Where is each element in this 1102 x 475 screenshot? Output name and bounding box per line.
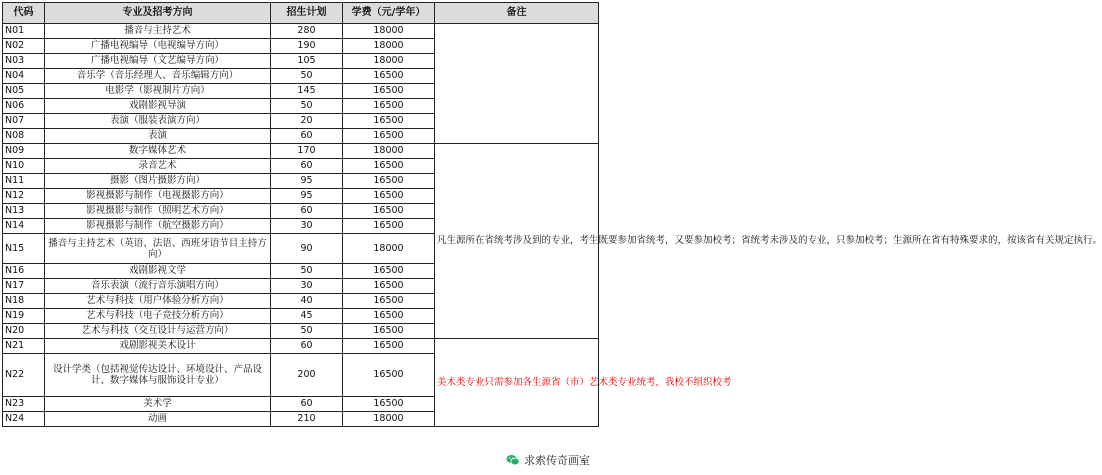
cell-fee: 16500 bbox=[343, 129, 435, 144]
cell-plan: 50 bbox=[271, 99, 343, 114]
cell-major: 音乐表演（流行音乐演唱方向） bbox=[45, 279, 271, 294]
table-row bbox=[3, 24, 599, 39]
cell-major: 音乐学（音乐经理人、音乐编辑方向） bbox=[45, 69, 271, 84]
cell-plan: 30 bbox=[271, 279, 343, 294]
cell-fee: 16500 bbox=[343, 309, 435, 324]
cell-code: N11 bbox=[3, 174, 45, 189]
cell-major: 电影学（影视制片方向） bbox=[45, 84, 271, 99]
cell-code: N20 bbox=[3, 324, 45, 339]
header-code: 代码 bbox=[3, 3, 45, 24]
cell-major: 戏剧影视文学 bbox=[45, 264, 271, 279]
watermark-text: 求索传奇画室 bbox=[524, 454, 590, 467]
cell-code: N21 bbox=[3, 339, 45, 354]
cell-note-empty-top bbox=[435, 24, 599, 144]
cell-plan: 20 bbox=[271, 114, 343, 129]
cell-major: 播音与主持艺术 bbox=[45, 24, 271, 39]
table-body bbox=[3, 24, 1102, 427]
cell-code: N19 bbox=[3, 309, 45, 324]
cell-code: N13 bbox=[3, 204, 45, 219]
cell-major: 美术学 bbox=[45, 397, 271, 412]
cell-major: 艺术与科技（用户体验分析方向） bbox=[45, 294, 271, 309]
cell-plan: 45 bbox=[271, 309, 343, 324]
cell-plan: 210 bbox=[271, 412, 343, 427]
cell-plan: 145 bbox=[271, 84, 343, 99]
cell-major: 广播电视编导（电视编导方向） bbox=[45, 39, 271, 54]
cell-plan: 60 bbox=[271, 159, 343, 174]
cell-fee: 18000 bbox=[343, 24, 435, 39]
cell-plan: 170 bbox=[271, 144, 343, 159]
cell-code: N15 bbox=[3, 234, 45, 264]
cell-fee: 16500 bbox=[343, 114, 435, 129]
cell-fee: 16500 bbox=[343, 294, 435, 309]
cell-code: N01 bbox=[3, 24, 45, 39]
cell-plan: 95 bbox=[271, 174, 343, 189]
header-plan: 招生计划 bbox=[271, 3, 343, 24]
cell-note-red: 美术类专业只需参加各生源省（市）艺术类专业统考，我校不组织校考 bbox=[435, 339, 599, 427]
cell-fee: 16500 bbox=[343, 219, 435, 234]
cell-fee: 16500 bbox=[343, 159, 435, 174]
cell-fee: 16500 bbox=[343, 204, 435, 219]
header-fee: 学费（元/学年） bbox=[343, 3, 435, 24]
cell-major: 播音与主持艺术（英语、法语、西班牙语节目主持方向） bbox=[45, 234, 271, 264]
cell-fee: 18000 bbox=[343, 39, 435, 54]
table-row bbox=[3, 339, 599, 354]
cell-plan: 30 bbox=[271, 219, 343, 234]
cell-major: 影视摄影与制作（电视摄影方向） bbox=[45, 189, 271, 204]
cell-fee: 16500 bbox=[343, 174, 435, 189]
header-note: 备注 bbox=[435, 3, 599, 24]
cell-plan: 60 bbox=[271, 397, 343, 412]
cell-code: N24 bbox=[3, 412, 45, 427]
cell-code: N06 bbox=[3, 99, 45, 114]
cell-plan: 60 bbox=[271, 339, 343, 354]
cell-code: N10 bbox=[3, 159, 45, 174]
cell-code: N17 bbox=[3, 279, 45, 294]
cell-major: 影视摄影与制作（航空摄影方向） bbox=[45, 219, 271, 234]
cell-fee: 16500 bbox=[343, 84, 435, 99]
cell-major: 摄影（图片摄影方向） bbox=[45, 174, 271, 189]
cell-major: 录音艺术 bbox=[45, 159, 271, 174]
cell-fee: 18000 bbox=[343, 412, 435, 427]
cell-code: N05 bbox=[3, 84, 45, 99]
cell-major: 动画 bbox=[45, 412, 271, 427]
cell-code: N02 bbox=[3, 39, 45, 54]
cell-major: 戏剧影视导演 bbox=[45, 99, 271, 114]
watermark bbox=[502, 451, 594, 469]
cell-major: 表演 bbox=[45, 129, 271, 144]
cell-major: 数字媒体艺术 bbox=[45, 144, 271, 159]
cell-major: 广播电视编导（文艺编导方向） bbox=[45, 54, 271, 69]
admissions-table bbox=[2, 2, 1102, 427]
table-header-row bbox=[3, 3, 599, 24]
cell-note-main: 凡生源所在省统考涉及到的专业，考生既要参加省统考，又要参加校考；省统考未涉及的专业，只参加校考；生源所在省有特殊要求的，按该省有关规定执行。 bbox=[435, 144, 599, 339]
cell-plan: 200 bbox=[271, 354, 343, 397]
cell-plan: 60 bbox=[271, 204, 343, 219]
cell-major: 艺术与科技（电子竞技分析方向） bbox=[45, 309, 271, 324]
cell-fee: 16500 bbox=[343, 324, 435, 339]
cell-code: N04 bbox=[3, 69, 45, 84]
cell-fee: 18000 bbox=[343, 144, 435, 159]
cell-fee: 16500 bbox=[343, 354, 435, 397]
cell-plan: 105 bbox=[271, 54, 343, 69]
cell-fee: 16500 bbox=[343, 397, 435, 412]
cell-code: N08 bbox=[3, 129, 45, 144]
cell-plan: 50 bbox=[271, 264, 343, 279]
cell-code: N16 bbox=[3, 264, 45, 279]
cell-plan: 60 bbox=[271, 129, 343, 144]
wechat-icon bbox=[506, 453, 520, 467]
cell-plan: 50 bbox=[271, 69, 343, 84]
cell-fee: 16500 bbox=[343, 189, 435, 204]
cell-code: N09 bbox=[3, 144, 45, 159]
cell-code: N03 bbox=[3, 54, 45, 69]
cell-code: N07 bbox=[3, 114, 45, 129]
cell-fee: 16500 bbox=[343, 339, 435, 354]
cell-major: 影视摄影与制作（照明艺术方向） bbox=[45, 204, 271, 219]
cell-fee: 16500 bbox=[343, 264, 435, 279]
cell-plan: 40 bbox=[271, 294, 343, 309]
cell-fee: 18000 bbox=[343, 54, 435, 69]
cell-major: 设计学类（包括视觉传达设计、环境设计、产品设计、数字媒体与服饰设计专业） bbox=[45, 354, 271, 397]
cell-plan: 50 bbox=[271, 324, 343, 339]
cell-code: N23 bbox=[3, 397, 45, 412]
cell-major: 戏剧影视美术设计 bbox=[45, 339, 271, 354]
cell-fee: 16500 bbox=[343, 99, 435, 114]
cell-code: N12 bbox=[3, 189, 45, 204]
table-row bbox=[3, 144, 599, 159]
cell-major: 表演（服装表演方向） bbox=[45, 114, 271, 129]
cell-fee: 18000 bbox=[343, 234, 435, 264]
cell-code: N22 bbox=[3, 354, 45, 397]
cell-code: N14 bbox=[3, 219, 45, 234]
cell-plan: 90 bbox=[271, 234, 343, 264]
header-major: 专业及招考方向 bbox=[45, 3, 271, 24]
cell-major: 艺术与科技（交互设计与运营方向） bbox=[45, 324, 271, 339]
cell-fee: 16500 bbox=[343, 279, 435, 294]
cell-fee: 16500 bbox=[343, 69, 435, 84]
cell-plan: 190 bbox=[271, 39, 343, 54]
cell-code: N18 bbox=[3, 294, 45, 309]
cell-plan: 95 bbox=[271, 189, 343, 204]
cell-plan: 280 bbox=[271, 24, 343, 39]
